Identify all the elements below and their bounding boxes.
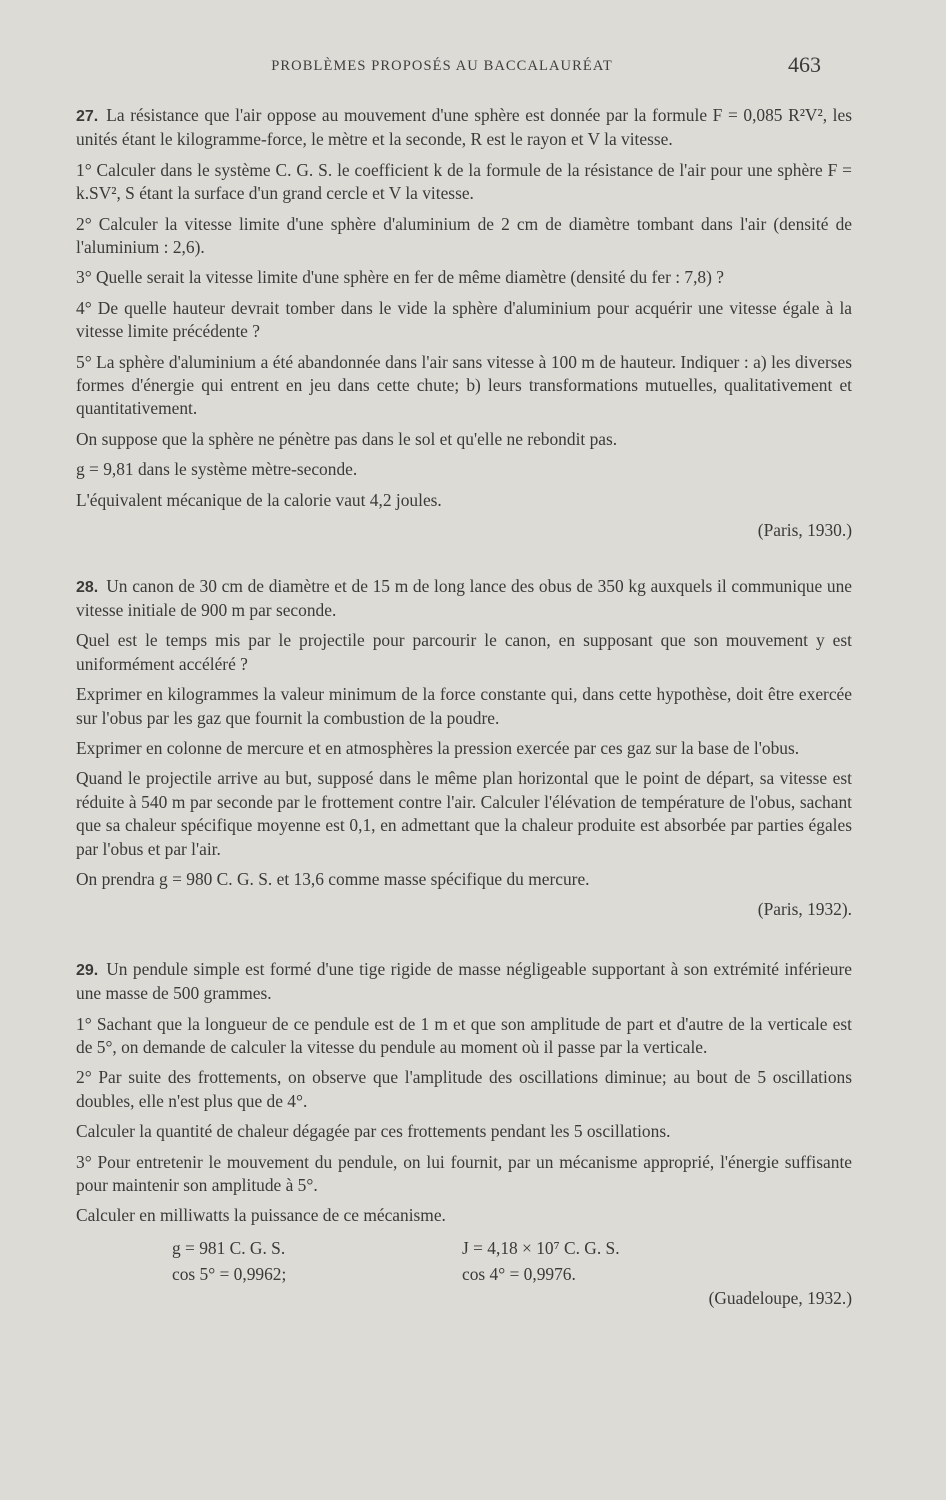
constant-value: J = 4,18 × 10⁷ C. G. S. <box>462 1237 620 1258</box>
problem-paragraph: Quel est le temps mis par le projectile pour parcourir le canon, en supposant que son mouvement y est uniformément accéléré ? <box>76 630 852 674</box>
problem-paragraph: 2° Par suite des frottements, on observe que l'amplitude des oscillations diminue; au bout de 5 oscillations doubles, elle n'est plus que de 4°. <box>76 1067 852 1111</box>
problem-paragraph: Calculer la quantité de chaleur dégagée par ces frottements pendant les 5 oscillations. <box>76 1121 671 1142</box>
problem-number: 28. <box>76 578 99 596</box>
problem-paragraph: On prendra g = 980 C. G. S. et 13,6 comme masse spécifique du mercure. <box>76 868 590 889</box>
running-head: PROBLÈMES PROPOSÉS AU BACCALAURÉAT <box>271 58 613 74</box>
problem-paragraph: 3° Quelle serait la vitesse limite d'une sphère en fer de même diamètre (densité du fer : 7,8) ? <box>76 267 724 288</box>
constant-value: g = 981 C. G. S. <box>172 1237 286 1258</box>
page-body <box>76 104 852 1317</box>
problem-intro-text: Un pendule simple est formé d'une tige rigide de masse négligeable supportant à son extrémité inférieure une masse de 500 grammes. <box>76 958 852 1004</box>
problem-paragraph: g = 9,81 dans le système mètre-seconde. <box>76 459 358 480</box>
problem-paragraph: L'équivalent mécanique de la calorie vaut 4,2 joules. <box>76 489 442 510</box>
problem-source: (Paris, 1932). <box>757 899 852 920</box>
problem-number: 29. <box>76 961 99 979</box>
problem-intro <box>76 958 852 1006</box>
problem-paragraph: Calculer en milliwatts la puissance de ce mécanisme. <box>76 1205 446 1226</box>
problem-source: (Guadeloupe, 1932.) <box>708 1287 852 1308</box>
problem-intro <box>76 575 852 623</box>
problem-intro <box>76 104 852 152</box>
constants-row <box>76 1261 852 1287</box>
constant-value: cos 4° = 0,9976. <box>462 1263 576 1284</box>
problem-number: 27. <box>76 108 99 125</box>
page-number: 463 <box>788 52 821 77</box>
problem-paragraph: Quand le projectile arrive au but, supposé dans le même plan horizontal que le point de départ, sa vitesse est réduite à 540 m par seconde par le frottement contre l'air. Calculer l'élévation de température de l'obus, sachant que sa chaleur spécifique moyenne est 0,1, en admettant que la chaleur produite est absorbée par parties égales par l'obus et par l'air. <box>76 768 852 859</box>
problem-29 <box>76 958 852 1310</box>
problem-paragraph: 5° La sphère d'aluminium a été abandonnée dans l'air sans vitesse à 100 m de hauteur. Indiquer : a) les diverses formes d'énergie qui entrent en jeu dans cette chute; b) leurs transformations mutuelles, qualitativement et quantitativement. <box>76 351 852 419</box>
constants-row <box>76 1235 852 1261</box>
problem-paragraph: Exprimer en colonne de mercure et en atmosphères la pression exercée par ces gaz sur la base de l'obus. <box>76 737 800 758</box>
problem-paragraph: Exprimer en kilogrammes la valeur minimum de la force constante qui, dans cette hypothèse, doit être exercée sur l'obus par les gaz que fournit la combustion de la poudre. <box>76 684 852 728</box>
problem-paragraph: 4° De quelle hauteur devrait tomber dans le vide la sphère d'aluminium pour acquérir une vitesse égale à la vitesse limite précédente ? <box>76 297 852 342</box>
problem-28 <box>76 575 852 922</box>
constant-value: cos 5° = 0,9962; <box>172 1263 287 1284</box>
problem-source: (Paris, 1930.) <box>757 520 852 541</box>
problem-paragraph: On suppose que la sphère ne pénètre pas dans le sol et qu'elle ne rebondit pas. <box>76 428 618 449</box>
problem-paragraph: 1° Calculer dans le système C. G. S. le coefficient k de la formule de la résistance de l'air pour une sphère F = k.SV², S étant la surface d'un grand cercle et V la vitesse. <box>76 159 852 204</box>
problem-intro-text: Un canon de 30 cm de diamètre et de 15 m de long lance des obus de 350 kg auxquels il communique une vitesse initiale de 900 m par seconde. <box>76 575 852 620</box>
problem-paragraph: 1° Sachant que la longueur de ce pendule est de 1 m et que son amplitude de part et d'autre de la verticale est de 5°, on demande de calculer la vitesse du pendule au moment où il passe par la verticale. <box>76 1013 852 1057</box>
problem-paragraph: 3° Pour entretenir le mouvement du pendule, on lui fournit, par un mécanisme approprié, l'énergie suffisante pour maintenir son amplitude à 5°. <box>76 1151 852 1196</box>
problem-27 <box>76 104 852 543</box>
problem-paragraph: 2° Calculer la vitesse limite d'une sphère d'aluminium de 2 cm de diamètre tombant dans l'air (densité de l'aluminium : 2,6). <box>76 213 852 258</box>
problem-intro-text: La résistance que l'air oppose au mouvement d'une sphère est donnée par la formule F = 0,085 R²V², les unités étant le kilogramme-force, le mètre et la seconde, R est le rayon et V la vitesse. <box>76 105 852 150</box>
